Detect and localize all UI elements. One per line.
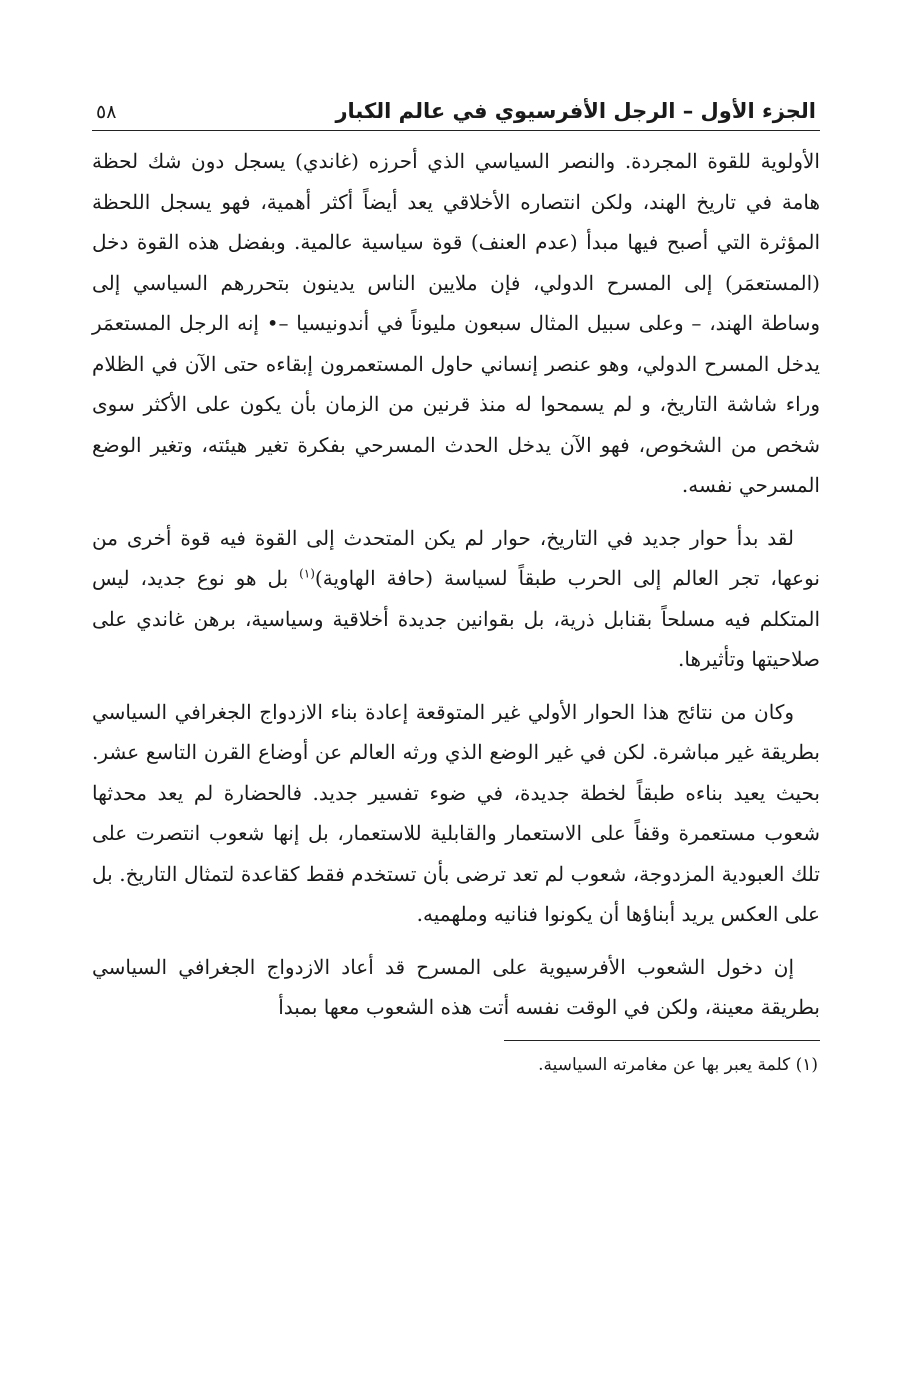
footnote-reference: (١) (299, 566, 315, 581)
footnote-divider (504, 1040, 820, 1041)
paragraph-3: وكان من نتائج هذا الحوار الأولي غير المتوقعة إعادة بناء الازدواج الجغرافي السياسي بطريقة غير مباشرة. لكن في غير الوضع الذي ورثه العالم عن أوضاع القرن التاسع عشر. بحيث يعيد بناءه طبقاً لخطة جديدة، في ضوء تفسير جديد. فالحضارة لم يعد محدثها شعوب مستعمرة وقفاً على الاستعمار والقابلية للاستعمار، بل إنها شعوب انتصرت على تلك العبودية المزدوجة، شعوب لم تعد ترضى بأن تستخدم فقط كقاعدة لتمثال التاريخ. بل على العكس يريد أبناؤها أن يكونوا فنانيه وملهميه. (92, 699, 820, 926)
running-header (92, 92, 820, 131)
book-page (92, 92, 820, 1362)
paragraph-4: إن دخول الشعوب الأفرسيوية على المسرح قد أعاد الازدواج الجغرافي السياسي بطريقة معينة، ولكن في الوقت نفسه أتت هذه الشعوب معها بمبدأ (92, 954, 820, 1019)
body-text (92, 141, 820, 1028)
paragraph-2-text-after: بل هو نوع جديد، ليس المتكلم فيه مسلحاً بقنابل ذرية، بل بقوانين جديدة أخلاقية وسياسية، برهن غاندي على صلاحيتها وتأثيرها. (92, 566, 820, 671)
paragraph-1: الأولوية للقوة المجردة. والنصر السياسي الذي أحرزه (غاندي) يسجل دون شك لحظة هامة في تاريخ الهند، ولكن انتصاره الأخلاقي يعد أيضاً أكثر أهمية، فهو يسجل اللحظة المؤثرة التي أصبح فيها مبدأ (عدم العنف) قوة سياسية عالمية. وبفضل هذه القوة دخل (المستعمَر) إلى المسرح الدولي، فإن ملايين الناس يدينون بتحررهم السياسي إلى وساطة الهند، – وعلى سبيل المثال سبعون مليوناً في أندونيسيا –• إنه الرجل المستعمَر يدخل المسرح الدولي، وهو عنصر إنساني حاول المستعمرون إبقاءه حتى الآن في الظلام وراء شاشة التاريخ، و لم يسمحوا له منذ قرنين من الزمان بأن يكون على الأكثر سوى شخص من الشخوص، فهو الآن يدخل الحدث المسرحي بفكرة تغير هيئته، وتغير الوضع المسرحي نفسه. (92, 149, 820, 497)
footnote: (١) كلمة يعبر بها عن مغامرته السياسية. (538, 1054, 818, 1075)
page-number: ٥٨ (96, 101, 117, 123)
paragraph-2-text-before: لقد بدأ حوار جديد في التاريخ، حوار لم يكن المتحدث إلى القوة فيه قوة أخرى من نوعها، تجر العالم إلى الحرب طبقاً لسياسة (حافة الهاوية) (92, 525, 820, 590)
paragraph-2 (92, 518, 820, 680)
header-title: الجزء الأول – الرجل الأفرسيوي في عالم الكبار (335, 99, 816, 123)
